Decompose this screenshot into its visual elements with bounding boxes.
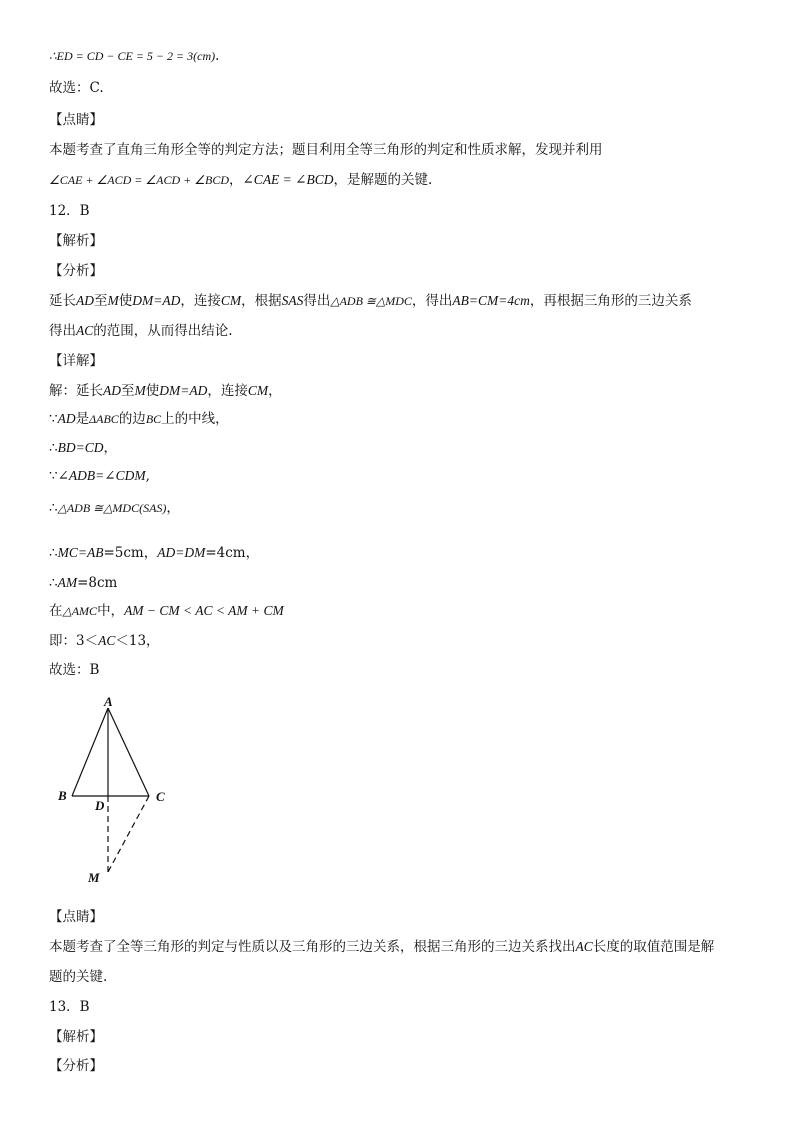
solution-step-7: ∴AM=8cm xyxy=(49,575,118,591)
label-b: B xyxy=(58,788,67,803)
commentary-text-12-line2: 题的关键. xyxy=(49,969,108,985)
section-heading-dianjing-12: 【点睛】 xyxy=(49,909,103,925)
solution-step-9: 即：3＜AC＜13， xyxy=(49,633,160,649)
label-a: A xyxy=(104,696,113,709)
geometry-figure xyxy=(50,696,190,886)
answer-choice-11: 故选：C. xyxy=(49,80,104,96)
section-heading-jiexi-13: 【解析】 xyxy=(49,1029,103,1045)
label-d: D xyxy=(95,798,105,813)
segment-cm-dashed xyxy=(108,796,149,872)
solution-step-3: ∴BD=CD， xyxy=(49,440,117,456)
commentary-key-angles: ∠CAE + ∠ACD = ∠ACD + ∠BCD，∠CAE = ∠BCD，是解题的关键. xyxy=(49,172,433,188)
section-heading-fenxi-13: 【分析】 xyxy=(49,1058,103,1074)
segment-ab xyxy=(72,708,108,796)
step-ed-equation: ∴ED = CD − CE = 5 − 2 = 3(cm). xyxy=(49,48,220,64)
solution-step-1: 解：延长AD至M使DM=AD，连接CM， xyxy=(49,383,282,399)
section-heading-jiexi-12: 【解析】 xyxy=(49,233,103,249)
solution-step-5: ∴△ADB ≅△MDC(SAS)， xyxy=(49,500,180,516)
solution-step-4: ∵∠ADB=∠CDM, xyxy=(49,468,150,484)
question-number-12: 12．B xyxy=(49,203,90,219)
segment-ac xyxy=(108,708,149,796)
solution-step-8: 在△AMC中，AM − CM < AC < AM + CM xyxy=(49,603,284,619)
analysis-line-2: 得出AC的范围，从而得出结论. xyxy=(49,323,233,339)
analysis-line-1: 延长AD至M使DM=AD，连接CM，根据SAS得出△ADB ≅△MDC，得出AB=CM=4cm，再根据三角形的三边关系 xyxy=(49,293,692,309)
answer-choice-12: 故选：B xyxy=(49,662,100,678)
section-heading-xiangjie-12: 【详解】 xyxy=(49,353,103,369)
label-c: C xyxy=(156,789,165,804)
section-heading-dianjing-11: 【点睛】 xyxy=(49,112,103,128)
solution-step-2: ∵AD是ΔABC的边BC上的中线， xyxy=(49,411,229,427)
commentary-text-12-line1: 本题考查了全等三角形的判定与性质以及三角形的三边关系，根据三角形的三边关系找出AC长度的取值范围是解 xyxy=(49,939,715,955)
question-number-13: 13．B xyxy=(49,999,90,1015)
solution-step-6: ∴MC=AB=5cm，AD=DM=4cm， xyxy=(49,545,260,561)
label-m: M xyxy=(88,870,100,885)
section-heading-fenxi-12: 【分析】 xyxy=(49,263,103,279)
commentary-text-11: 本题考查了直角三角形全等的判定方法；题目利用全等三角形的判定和性质求解，发现并利用 xyxy=(49,142,603,158)
